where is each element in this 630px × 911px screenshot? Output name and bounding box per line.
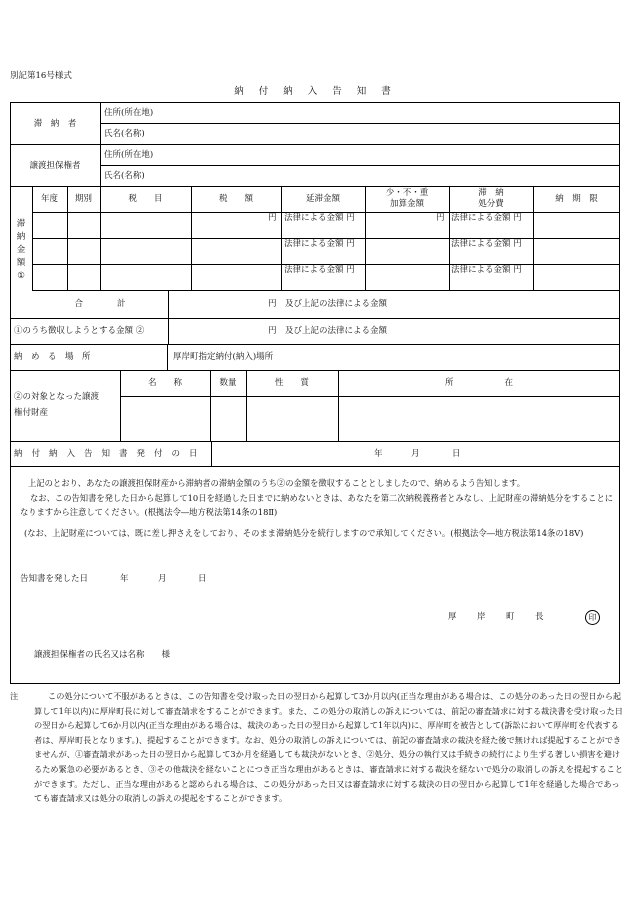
issued-date-label: 告知書を発した日 (20, 574, 89, 584)
total-label: 合 計 (74, 299, 126, 309)
divider (10, 370, 620, 371)
yen-unit: 円 (268, 213, 277, 223)
legal-amount-cell: 法律による金額 円 (451, 265, 522, 275)
note-text: この処分について不服があるときは、この告知書を受け取った日の翌日から起算して3か月以内(正当な理由がある場合は、この処分のあった日の翌日から起算して1年以内)に厚岸町長に対して審査請求をすることができます。また、この処分の取消しの訴えについては、前記の審査請求に対する裁決書を受け取った日の翌日から起算して6か月以内(正当な理由がある場合は、裁決のあった日の翌日から起算して1年以内)に、厚岸町を被告として(訴訟において厚岸町を代表する者は、厚岸町長となります。)、提起することができます。なお、処分の取消しの訴えについては、前記の審査請求の裁決を経た後で無ければ提起することができませんが、①審査請求があった日の翌日から起算して3か月を経過しても裁決がないとき、②処分、処分の執行又は手続きの続行により生ずる著しい損害を避けるため緊急の必要があるとき、③その他裁決を経ないことにつき正当な理由があるときは、審査請求に対する裁決を経ないで処分の取消しの訴えを提起することができます。ただし、正当な理由があると認められる場合は、この処分があった日又は審査請求に対する裁決の日の翌日から起算して1年を経過した場合であっても審査請求又は処分の取消しの訴えの提起をすることができます。 (34, 691, 624, 804)
col-fee-header: 滞 納 (478, 188, 504, 198)
divider (10, 441, 620, 442)
property-label: 権付財産 (14, 408, 49, 418)
divider (10, 466, 620, 467)
col-period-header: 期別 (74, 194, 92, 204)
form-number: 別記第16号様式 (10, 71, 72, 81)
property-name-header: 名 称 (147, 378, 182, 388)
yen-unit: 円 (436, 213, 445, 223)
property-label: ②の対象となった譲渡 (14, 392, 100, 402)
issued-date-day: 日 (198, 574, 207, 584)
legal-amount-cell: 法律による金額 円 (284, 239, 355, 249)
col-fee-header: 処分費 (478, 199, 504, 209)
divider (10, 144, 620, 145)
issue-date-year: 年 (374, 449, 383, 459)
total-value: 円 及び上記の法律による金額 (268, 299, 388, 309)
property-location-header: 所 在 (444, 378, 513, 388)
issue-date-day: 日 (452, 449, 461, 459)
divider (10, 344, 620, 345)
col-due-header: 納 期 限 (555, 194, 598, 204)
collect-amount-value: 円 及び上記の法律による金額 (268, 326, 388, 336)
note-label: 注 (10, 691, 19, 701)
transferee-name-label: 氏名(名称) (104, 171, 145, 181)
collect-amount-label: ①のうち徴収しようとする金額 ② (14, 326, 145, 336)
document-title: 納付納入告知書 (234, 86, 406, 97)
taxpayer-address-label: 住所(所在地) (104, 108, 154, 118)
appeal-notice (10, 689, 625, 806)
col-year-header: 年度 (40, 194, 58, 204)
notice-paragraph: 上記のとおり、あなたの譲渡担保財産から滞納者の滞納金額のうち②の金額を徴収することとしましたので、納めるよう告知します。 (28, 478, 525, 488)
transferee-name-line: 譲渡担保権者の氏名又は名称 様 (34, 650, 171, 660)
divider (120, 396, 620, 397)
divider (100, 165, 620, 166)
col-item-header: 税 目 (128, 194, 163, 204)
official-seal-mark: 印 (585, 610, 600, 625)
payment-place-value: 厚岸町指定納付(納入)場所 (173, 352, 274, 362)
divider (100, 123, 620, 124)
notice-paragraph: (なお、上記財産については、既に差し押さえをしており、そのまま滞納処分を続行しますので承知してください。(根拠法令―地方税法第14条の18Ⅴ) (24, 528, 584, 538)
legal-amount-cell: 法律による金額 円 (451, 213, 522, 223)
col-tax-header: 税 額 (218, 194, 253, 204)
divider (32, 290, 620, 291)
legal-amount-cell: 法律による金額 円 (451, 239, 522, 249)
legal-amount-cell: 法律による金額 円 (284, 265, 355, 275)
payment-place-label: 納 め る 場 所 (14, 352, 91, 362)
col-penalty-header: 加算金額 (389, 199, 424, 209)
notice-paragraph: なお、この告知書を発した日から起算して10日を経過した日までに納めないときは、あなたを第二次納税義務者とみなし、上記財産の滞納処分をすることになりますから注意してください。(根拠法令―地方税法第14条の18Ⅱ) (20, 493, 614, 517)
issued-date-month: 月 (158, 574, 167, 584)
transferee-label: 譲渡担保権者 (29, 161, 81, 171)
property-nature-header: 性 質 (274, 378, 309, 388)
property-qty-header: 数量 (219, 378, 237, 388)
divider (10, 318, 620, 319)
issue-date-label: 納付納入告知書発付の日 (14, 449, 207, 459)
divider (167, 344, 168, 370)
taxpayer-label: 滞 納 者 (33, 119, 77, 129)
issue-date-month: 月 (411, 449, 420, 459)
divider (100, 102, 101, 186)
taxpayer-name-label: 氏名(名称) (104, 129, 145, 139)
divider (10, 186, 620, 187)
issued-date-year: 年 (120, 574, 129, 584)
legal-amount-cell: 法律による金額 円 (284, 213, 355, 223)
mayor-title: 厚 岸 町 長 (448, 612, 550, 622)
col-penalty-header: 少・不・重 (385, 188, 429, 198)
transferee-address-label: 住所(所在地) (104, 150, 154, 160)
divider (211, 441, 212, 466)
divider (168, 290, 169, 344)
delinquent-side-label: 滞 納 金 額 ① (16, 219, 26, 281)
col-late-header: 延滞金額 (305, 194, 340, 204)
